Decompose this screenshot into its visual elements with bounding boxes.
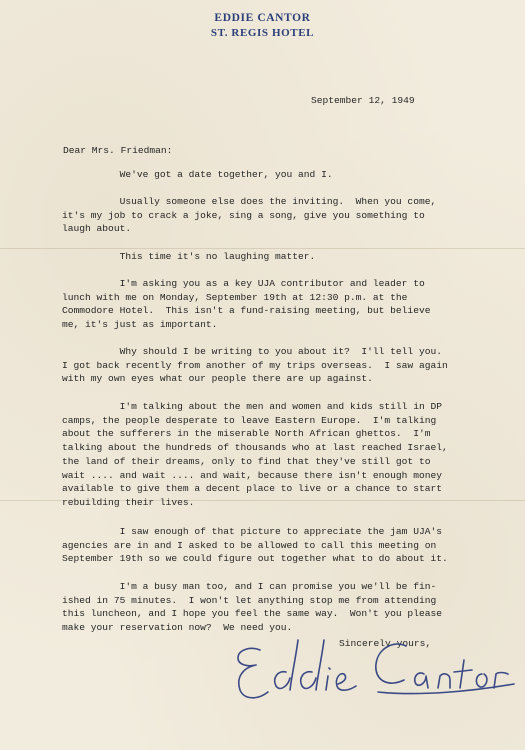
signature — [228, 632, 518, 732]
salutation: Dear Mrs. Friedman: — [63, 145, 173, 156]
body-paragraph-4: I'm asking you as a key UJA contributor and leader to lunch with me on Monday, September 19th at 12:30 p.m. at the Commodore Hotel. This isn't a fund-raising meeting, but believe me, it's just as important. — [62, 278, 431, 331]
body-paragraph-8: I'm a busy man too, and I can promise you we'll be fin- ished in 75 minutes. I won't let anything stop me from attending this luncheon, and I hope you feel the same way. Won't you please make your reservation now? We need you. — [62, 581, 442, 634]
body-paragraph-5: Why should I be writing to you about it? I'll tell you. I got back recently from another of my trips overseas. I saw again with my own eyes what our people there are up against. — [62, 346, 448, 385]
letter-date: September 12, 1949 — [311, 95, 415, 106]
body-paragraph-6: I'm talking about the men and women and kids still in DP camps, the people desperate to leave Eastern Europe. I'm talking about the sufferers in the miserable North African ghettos. I'm talking about the hundreds of thousands who at last reached Israel, the land of their dreams, only to find that they've still got to wait .... and wait .... and wait, because there isn't enough money available to give them a decent place to live or a chance to start rebuilding their lives. — [62, 401, 448, 508]
letterhead-address: ST. REGIS HOTEL — [210, 27, 315, 39]
body-paragraph-7: I saw enough of that picture to appreciate the jam UJA's agencies are in and I asked to be allowed to call this meeting on September 19th so we could figure out together what to do about it. — [62, 526, 448, 565]
body-paragraph-1: We've got a date together, you and I. — [62, 169, 333, 180]
body-paragraph-3: This time it's no laughing matter. — [62, 251, 316, 262]
closing: Sincerely yours, — [339, 638, 432, 649]
fold-line — [0, 248, 525, 249]
letterhead-name: EDDIE CANTOR — [214, 12, 311, 24]
body-paragraph-2: Usually someone else does the inviting. When you come, it's my job to crack a joke, sing a song, give you something to laugh about. — [62, 196, 437, 235]
